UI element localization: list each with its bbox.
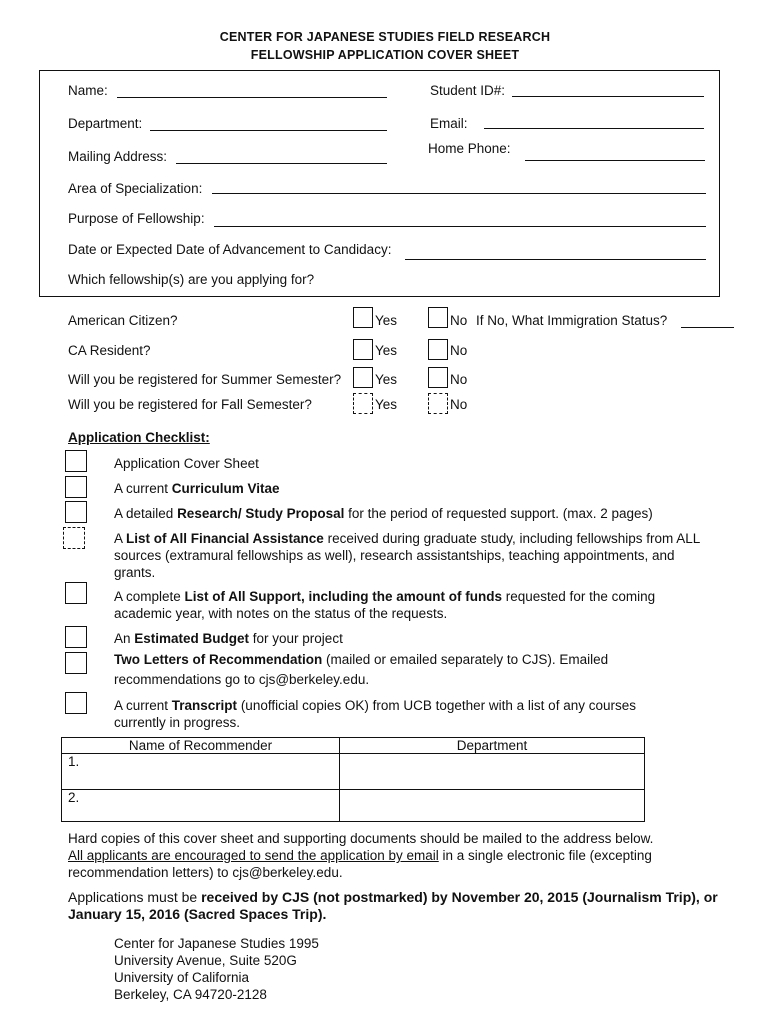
ca-resident-yes-checkbox[interactable] — [353, 339, 373, 360]
immigration-status-label: If No, What Immigration Status? — [476, 313, 668, 328]
checklist-checkbox-budget[interactable] — [65, 626, 87, 648]
question-label: American Citizen? — [68, 313, 178, 328]
yes-label: Yes — [375, 397, 398, 412]
name-field[interactable] — [117, 97, 387, 98]
citizen-no-checkbox[interactable] — [428, 307, 448, 328]
row-number: 2. — [68, 790, 80, 805]
checklist-item-cover-sheet: Application Cover Sheet — [114, 456, 259, 471]
recommender-1-department-cell[interactable] — [340, 754, 645, 790]
checklist-checkbox-financial[interactable] — [63, 527, 85, 549]
no-label: No — [450, 343, 468, 358]
which-fellowship-label: Which fellowship(s) are you applying for? — [68, 272, 315, 287]
form-title-line2: FELLOWSHIP APPLICATION COVER SHEET — [250, 48, 520, 62]
immigration-status-field[interactable] — [681, 327, 734, 328]
row-number: 1. — [68, 754, 80, 769]
checklist-item-letters-note: recommendations go to cjs@berkeley.edu. — [114, 672, 370, 687]
no-label: No — [450, 397, 468, 412]
home-phone-field[interactable] — [525, 160, 705, 161]
question-label: Will you be registered for Summer Semester? — [68, 372, 342, 387]
address-line: University Avenue, Suite 520G — [114, 953, 297, 968]
email-field[interactable] — [484, 128, 704, 129]
recommender-2-name-cell[interactable] — [62, 790, 340, 822]
address-line: Berkeley, CA 94720-2128 — [114, 987, 267, 1002]
purpose-field[interactable] — [214, 226, 706, 227]
area-label: Area of Specialization: — [68, 181, 203, 196]
checklist-item-transcript: A current Transcript (unofficial copies OK) from UCB together with a list of any courses currently in progress. — [114, 698, 636, 730]
ca-resident-no-checkbox[interactable] — [428, 339, 448, 360]
checklist-checkbox-cover-sheet[interactable] — [65, 450, 87, 472]
yes-label: Yes — [375, 313, 398, 328]
table-row — [62, 754, 645, 790]
purpose-label: Purpose of Fellowship: — [68, 211, 205, 226]
question-label: CA Resident? — [68, 343, 151, 358]
checklist-item-support: A complete List of All Support, including the amount of funds requested for the coming academic year, with notes on the status of the requests. — [114, 589, 656, 621]
name-label: Name: — [68, 83, 108, 98]
no-label: No — [450, 372, 468, 387]
address-line: Center for Japanese Studies 1995 — [114, 936, 319, 951]
address-line: University of California — [114, 970, 250, 985]
checklist-checkbox-cv[interactable] — [65, 476, 87, 498]
student-id-label: Student ID#: — [430, 83, 506, 98]
student-id-field[interactable] — [512, 96, 704, 97]
no-label: No — [450, 313, 468, 328]
form-title-line1: CENTER FOR JAPANESE STUDIES FIELD RESEARCH — [219, 30, 551, 44]
checklist-item-letters: Two Letters of Recommendation (mailed or emailed separately to CJS). Emailed — [114, 652, 609, 667]
department-field[interactable] — [150, 130, 387, 131]
mailing-address-field[interactable] — [176, 163, 387, 164]
question-label: Will you be registered for Fall Semester? — [68, 397, 312, 412]
recommender-name-header: Name of Recommender — [62, 738, 340, 754]
checklist-item-proposal: A detailed Research/ Study Proposal for the period of requested support. (max. 2 pages) — [114, 506, 653, 521]
citizen-yes-checkbox[interactable] — [353, 307, 373, 328]
fall-yes-checkbox[interactable] — [353, 393, 373, 414]
checklist-checkbox-support[interactable] — [65, 582, 87, 604]
checklist-item-financial: A List of All Financial Assistance received during graduate study, including fellowships from ALL sources (extramural fellowships as well), research assistantships, teaching appointments, and grants. — [114, 531, 700, 580]
checklist-checkbox-proposal[interactable] — [65, 501, 87, 523]
department-label: Department: — [68, 116, 143, 131]
yes-label: Yes — [375, 343, 398, 358]
candidacy-field[interactable] — [405, 259, 706, 260]
fall-no-checkbox[interactable] — [428, 393, 448, 414]
checklist-checkbox-letters[interactable] — [65, 652, 87, 674]
summer-no-checkbox[interactable] — [428, 367, 448, 388]
yes-label: Yes — [375, 372, 398, 387]
home-phone-label: Home Phone: — [428, 141, 511, 156]
address-block — [114, 935, 319, 1003]
mailing-instructions: Hard copies of this cover sheet and supporting documents should be mailed to the address below. All applicants are encouraged to send the application by email in a single electronic file (excepting recommendation letters) to cjs@berkeley.edu. — [68, 831, 654, 880]
summer-yes-checkbox[interactable] — [353, 367, 373, 388]
checklist-heading: Application Checklist: — [68, 430, 210, 445]
mailing-address-label: Mailing Address: — [68, 149, 168, 164]
area-field[interactable] — [212, 193, 706, 194]
recommender-department-header: Department — [340, 738, 645, 754]
checklist-item-cv: A current Curriculum Vitae — [114, 481, 280, 496]
deadline-notice: Applications must be received by CJS (not postmarked) by November 20, 2015 (Journalism Trip), or January 15, 2016 (Sacred Spaces Trip). — [68, 889, 718, 922]
table-row — [62, 790, 645, 822]
recommender-1-name-cell[interactable] — [62, 754, 340, 790]
checklist-checkbox-transcript[interactable] — [65, 692, 87, 714]
checklist-item-budget: An Estimated Budget for your project — [114, 631, 343, 646]
candidacy-label: Date or Expected Date of Advancement to Candidacy: — [68, 242, 392, 257]
recommenders-table — [61, 737, 645, 822]
email-label: Email: — [430, 116, 468, 131]
recommender-2-department-cell[interactable] — [340, 790, 645, 822]
